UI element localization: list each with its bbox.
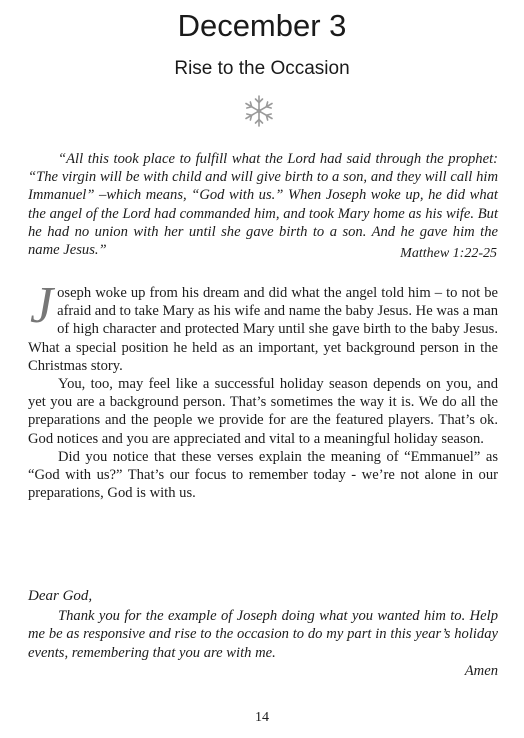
devotional-paragraph-2: You, too, may feel like a successful holiday season depends on you, and yet you are a background person. That’s sometimes the way it is. We do all the preparations and the people we provide for are the featured players. That’s ok. God notices and you are appreciated and vital to a meaningful holiday season. <box>28 376 498 447</box>
snowflake-icon <box>242 94 276 128</box>
scripture-reference: Matthew 1:22-25 <box>400 246 497 261</box>
page-date: December 3 <box>177 8 347 43</box>
page-number: 14 <box>255 710 269 725</box>
prayer-block <box>28 587 498 680</box>
drop-cap: J <box>30 277 54 334</box>
paragraph-1-text: oseph woke up from his dream and did what the angel told him – to not be afraid and to take Mary as his wife and name the baby Jesus. He was a man of high character and protected Mary until she gave birth to the baby Jesus. What a special position he held as an important, yet background person in the Christmas story. <box>28 285 498 374</box>
devotional-paragraph-1 <box>28 277 498 375</box>
page-title: Rise to the Occasion <box>174 58 350 79</box>
scripture-quote: “All this took place to fulfill what the Lord had said through the prophet: “The virgin will be with child and will give birth to a son, and they will call him Immanuel” –which means, “God with us.” When Joseph woke up, he did what the angel of the Lord had commanded him, and took Mary home as his wife. But he had no union with her until she gave birth to a son. And he gave him the name Jesus.” <box>28 151 498 259</box>
prayer-salutation: Dear God, <box>28 588 93 604</box>
prayer-closing: Amen <box>464 662 498 679</box>
devotional-paragraph-3: Did you notice that these verses explain the meaning of “Emmanuel” as “God with us?” That’s our focus to remember today - we’re not alone in our preparations, God is with us. <box>28 448 498 502</box>
prayer-text: Thank you for the example of Joseph doing what you wanted him to. Help me be as responsive and rise to the occasion to do my part in this year’s holiday events, remembering that you are with me. <box>28 608 498 661</box>
devotional-body <box>28 277 498 502</box>
